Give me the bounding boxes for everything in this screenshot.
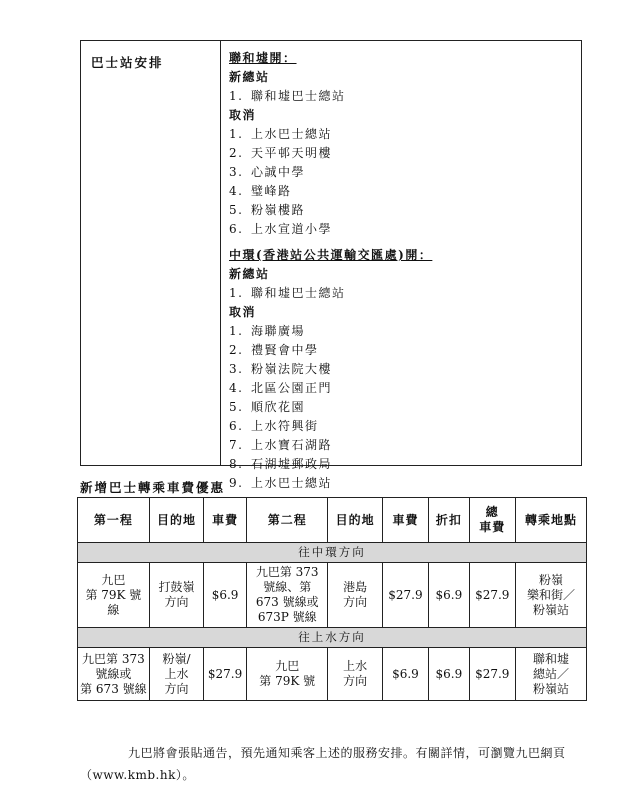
- cell-second-leg: 九巴第 373 號線、第 673 號線或 673P 號線: [246, 563, 328, 628]
- stop-item: 7. 上水寶石湖路: [229, 438, 333, 452]
- interchange-fare-table: [77, 497, 587, 701]
- cell-fare-2: $27.9: [382, 563, 428, 628]
- stop-item: 2. 天平邨天明樓: [229, 146, 333, 160]
- cell-discount: $6.9: [429, 563, 469, 628]
- arrangement-details: [221, 41, 581, 490]
- stop-item: 3. 心誠中學: [229, 165, 306, 179]
- stop-item: 4. 北區公園正門: [229, 381, 333, 395]
- stop-item: 6. 上水宣道小學: [229, 222, 333, 236]
- footer-notice: [80, 742, 585, 786]
- route-heading: 聯和墟開：: [229, 51, 297, 65]
- route-block-fanling: [229, 49, 581, 239]
- new-terminus-title: 新總站: [229, 267, 270, 281]
- header-interchange-location: 轉乘地點: [515, 498, 586, 543]
- stop-item: 2. 禮賢會中學: [229, 343, 319, 357]
- promo-title: 新增巴士轉乘車費優惠: [80, 480, 226, 495]
- header-second-leg: 第二程: [246, 498, 328, 543]
- cell-fare-1: $27.9: [204, 648, 247, 701]
- direction-row: [78, 543, 587, 563]
- stop-item: 4. 璧峰路: [229, 184, 292, 198]
- direction-label: 往中環方向: [78, 543, 587, 563]
- cell-fare-1: $6.9: [204, 563, 247, 628]
- stop-item: 1. 上水巴士總站: [229, 127, 333, 141]
- cancel-title: 取消: [229, 305, 257, 319]
- table-row: [78, 648, 587, 701]
- cell-second-leg: 九巴 第 79K 號: [246, 648, 328, 701]
- route-heading: 中環(香港站公共運輸交匯處)開：: [229, 248, 433, 262]
- stop-item: 5. 順欣花園: [229, 400, 306, 414]
- header-fare-1: 車費: [204, 498, 247, 543]
- stop-item: 8. 石湖墟郵政局: [229, 457, 333, 471]
- stop-item: 5. 粉嶺樓路: [229, 203, 306, 217]
- header-destination-1: 目的地: [149, 498, 203, 543]
- header-destination-2: 目的地: [328, 498, 382, 543]
- cell-destination-1: 打鼓嶺 方向: [149, 563, 203, 628]
- cell-total: $27.9: [469, 563, 515, 628]
- cell-fare-2: $6.9: [382, 648, 428, 701]
- direction-label: 往上水方向: [78, 628, 587, 648]
- stop-item: 6. 上水符興街: [229, 419, 319, 433]
- stop-item: 1. 聯和墟巴士總站: [229, 286, 346, 300]
- cell-discount: $6.9: [429, 648, 469, 701]
- stop-item: 1. 聯和墟巴士總站: [229, 89, 346, 103]
- cell-interchange: 粉嶺 樂和街／ 粉嶺站: [515, 563, 586, 628]
- header-fare-2: 車費: [382, 498, 428, 543]
- cell-destination-2: 港島 方向: [328, 563, 382, 628]
- header-total-fare: 總 車費: [469, 498, 515, 543]
- table-header-row: [78, 498, 587, 543]
- arrangement-label: 巴士站安排: [81, 41, 221, 465]
- route-block-central: [229, 246, 581, 493]
- cell-first-leg: 九巴第 373 號線或 第 673 號線: [78, 648, 150, 701]
- cancel-title: 取消: [229, 108, 257, 122]
- new-terminus-title: 新總站: [229, 70, 270, 84]
- header-first-leg: 第一程: [78, 498, 150, 543]
- stop-item: 3. 粉嶺法院大樓: [229, 362, 333, 376]
- table-row: [78, 563, 587, 628]
- footer-text: 九巴將會張貼通告，預先通知乘客上述的服務安排。有關詳情，可瀏覽九巴網頁（www.kmb.hk）。: [80, 746, 566, 782]
- cell-total: $27.9: [469, 648, 515, 701]
- cell-interchange: 聯和墟 總站／ 粉嶺站: [515, 648, 586, 701]
- cell-destination-1: 粉嶺/ 上水 方向: [149, 648, 203, 701]
- stop-item: 1. 海聯廣場: [229, 324, 306, 338]
- cell-destination-2: 上水 方向: [328, 648, 382, 701]
- stop-item: 9. 上水巴士總站: [229, 476, 333, 490]
- cell-first-leg: 九巴 第 79K 號線: [78, 563, 150, 628]
- direction-row: [78, 628, 587, 648]
- header-discount: 折扣: [429, 498, 469, 543]
